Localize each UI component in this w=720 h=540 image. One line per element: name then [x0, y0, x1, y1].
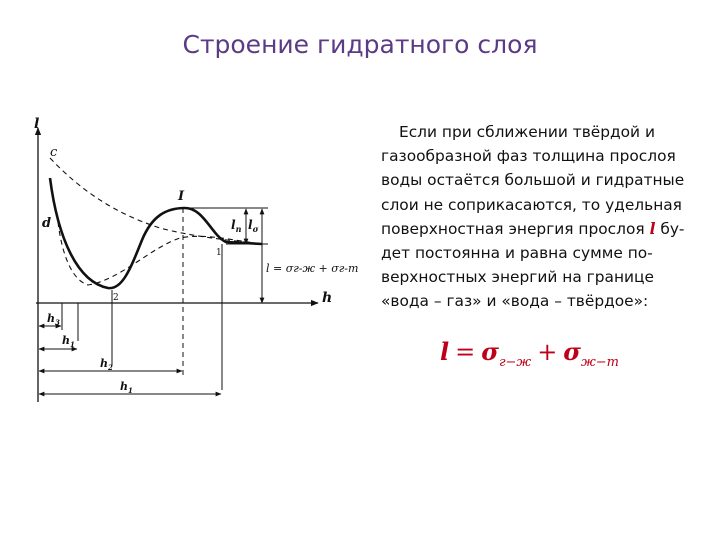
level-label-lsigma: $l_\sigma$ — [248, 218, 259, 234]
paragraph-line: «вода – газ» и «вода – твёрдое»: — [381, 292, 649, 311]
thickness-label-h3: $h_3$ — [47, 312, 60, 327]
equation-label: l = σг-ж + σг-т — [266, 262, 359, 275]
highlight-symbol: l — [649, 219, 656, 238]
paragraph-line: газообразной фаз толщина прослоя — [381, 147, 676, 166]
paragraph-line: воды остаётся большой и гидратные — [381, 171, 685, 190]
level-label-ln: $l_п$ — [231, 218, 242, 234]
point-label-2: 2 — [113, 293, 119, 303]
point-label-1: 1 — [216, 248, 222, 258]
thickness-label-h2: $h_2$ — [100, 357, 113, 372]
paragraph-line: верхностных энергий на границе — [381, 268, 654, 287]
curve-label-c: c — [50, 145, 58, 160]
explanation-paragraph — [381, 120, 711, 314]
paragraph-line: Если при сближении твёрдой и — [399, 123, 655, 141]
curve-label-d: d — [42, 216, 52, 231]
thickness-label-h1-outer: $h_1$ — [120, 380, 133, 395]
paragraph-line: дет постоянна и равна сумме по- — [381, 244, 653, 263]
energy-curve — [50, 178, 262, 288]
max-label: I — [178, 189, 185, 204]
thickness-label-h1-inner: $h_1$ — [62, 334, 75, 349]
paragraph-line: слои не соприкасаются, то удельная — [381, 195, 682, 214]
paragraph-line: поверхностная энергия прослоя l бу- — [381, 219, 685, 238]
surface-energy-formula: $l = \sigma_{г-ж} + \sigma_{ж-т}$ — [440, 337, 619, 370]
slide-title: Строение гидратного слоя — [182, 30, 538, 59]
axis-x-label: h — [322, 290, 333, 306]
axis-y-label: l — [34, 116, 40, 132]
